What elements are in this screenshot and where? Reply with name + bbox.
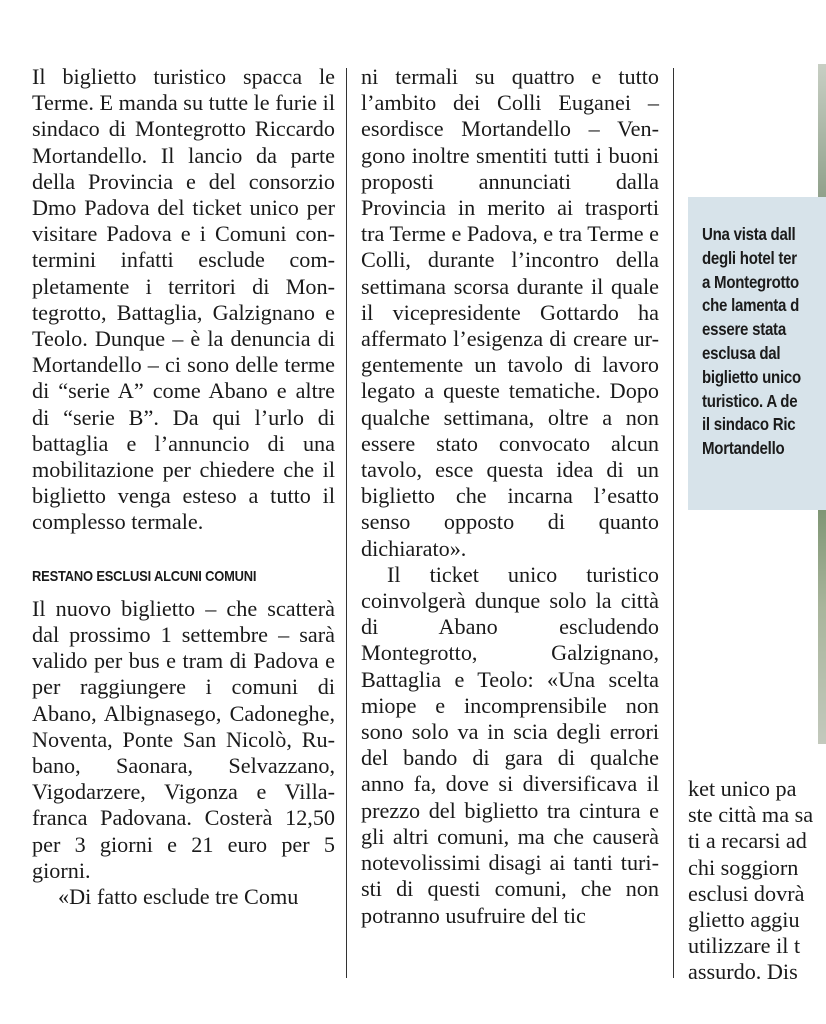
column-divider-right xyxy=(673,68,674,978)
article-column-1 xyxy=(32,64,335,910)
article-column-3: ket unico pa ste città ma sa ti a recarsi ad chi soggiorn esclusi dovrà glietto aggiu utilizzare il t assurdo. Dis xyxy=(688,776,814,985)
article-column-2 xyxy=(361,64,659,929)
paragraph-ticket-details: Il nuovo biglietto – che scatterà dal prossimo 1 settembre – sarà valido per bus e tram di Padova e per raggiungere i comuni di Abano, Albignasego, Cadoneghe, Noventa, Ponte San Nicolò, Rubano, Saonara, Selvazzano, Vigodarzere, Vigonza e Villafranca Padovana. Costerà 12,50 per 3 giorni e 21 euro per 5 giorni. xyxy=(32,595,336,883)
paragraph-intro: Il biglietto turistico spacca le Terme. E manda su tutte le furie il sindaco di Montegrotto Riccardo Mortandello. Il lancio da parte della Provincia e del consorzio Dmo Padova del ticket unico per visitare Padova e i Comuni contermini infatti esclude completamente i territori di Montegrotto, Battaglia, Galzignano e Teolo. Dunque – è la denuncia di Mortandello – ci sono delle terme di “serie A” come Abano e altre di “serie B”. Da qui l’urlo di battaglia e l’annuncio di una mobilitazione per chiedere che il biglietto venga esteso a tutto il complesso termale. xyxy=(32,64,336,535)
photo-caption: Una vista dall degli hotel ter a Montegrotto che lamenta d essere stata esclusa dal biglietto unico turistico. A de il sindaco Ric Mortandello xyxy=(702,224,801,459)
photo-caption-box xyxy=(688,197,826,510)
paragraph-ticket-scope: Il ticket unico turistico coinvolgerà dunque solo la città di Abano escludendo Montegrotto, Galzignano, Battaglia e Teolo: «Una scelta miope e incomprensibile non sono solo va in scia degli errori del bando di gara di qualche anno fa, dove si diversificava il prezzo del biglietto tra cintura e gli altri comuni, ma che causerà notevolissimi disagi ai tanti turisti di questi comuni, che non potranno usufruire del tic xyxy=(361,561,660,928)
column-divider-left xyxy=(346,68,347,978)
paragraph-quote-start: «Di fatto esclude tre Comu xyxy=(58,884,299,910)
paragraph-mayor-quote: ni termali su quattro e tutto l’ambito dei Colli Euganei – esordisce Mortandello – Vengono inoltre smentiti tutti i buoni proposti annunciati dalla Provincia in merito ai trasporti tra Terme e Padova, e tra Terme e Colli, durante l’incontro della settimana scorsa durante il quale il vicepresidente Gottardo ha affermato l’esigenza di creare urgentemente un tavolo di lavoro legato a queste tematiche. Dopo qualche settimana, oltre a non essere stato convocato alcun tavolo, esce questa idea di un biglietto che incarna l’esatto senso opposto di quanto dichiarato». xyxy=(361,64,660,561)
section-subhead: RESTANO ESCLUSI ALCUNI COMUNI xyxy=(32,567,257,585)
